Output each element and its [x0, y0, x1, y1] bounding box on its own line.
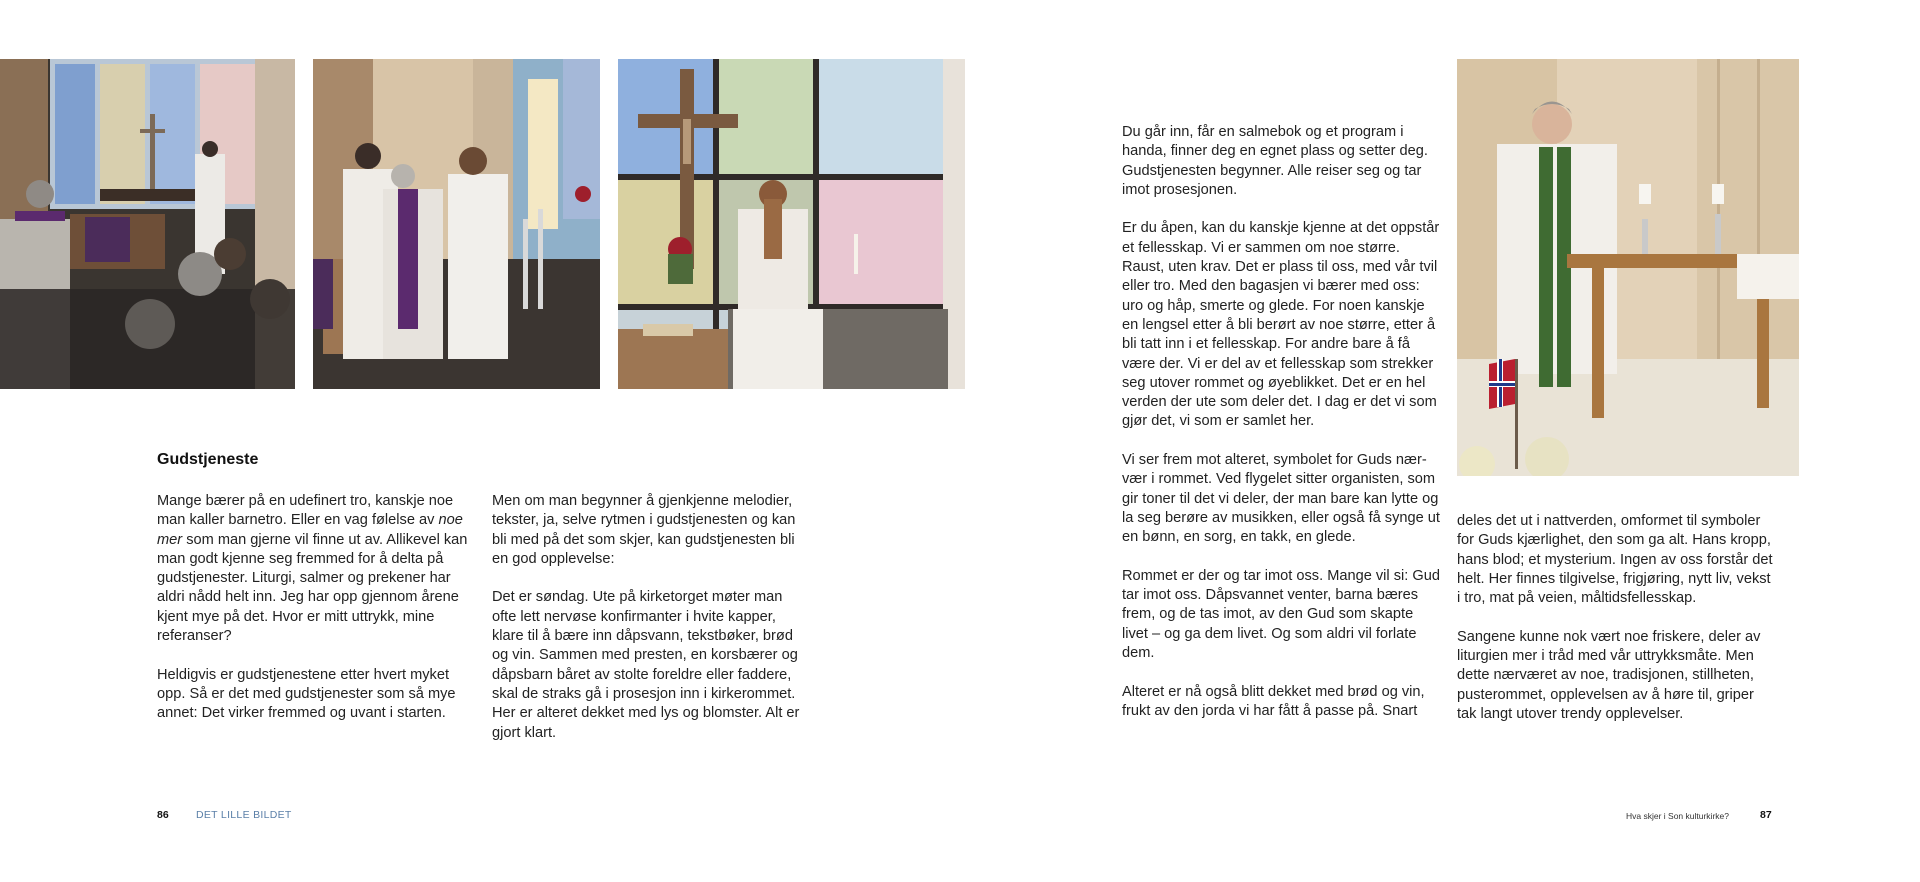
text-column-4: [1457, 512, 1775, 724]
paragraph: Men om man begynner å gjenkjenne melodier, tekster, ja, selve rytmen i gudstjenesten og kan bli med på det som skjer, kan gudstjenesten bli en god opplevelse:: [492, 493, 796, 567]
paragraph: deles det ut i nattverden, omformet til symboler for Guds kjærlighet, den som ga alt. Hans kropp, hans blod; et mysterium. Ingen av oss forstår det helt. Her finnes tilgivelse, frigjøring, nytt liv, vekst i tro, mat på veien, måltidsfellesskap.: [1457, 513, 1773, 607]
text-column-3: [1122, 123, 1440, 721]
section-heading: Gudstjeneste: [157, 451, 259, 468]
running-head-right: Hva skjer i Son kulturkirke?: [1626, 811, 1729, 821]
paragraph: Det er søndag. Ute på kirketorget møter man ofte lett nervøse konfirmanter i hvite kapper, klare til å bære inn dåpsvann, tekstbøker, brød og vin. Sammen med presten, en korsbærer og dåpsbarn båret av stolte foreldre eller faddere, skal de straks gå i prosesjon inn i kirkerommet. Her er alteret dekket med lys og blomster. Alt er gjort klart.: [492, 589, 800, 741]
text-column-1: [157, 492, 475, 724]
text-column-2: [492, 492, 810, 743]
paragraph: Er du åpen, kan du kanskje kjenne at det oppstår et fellesskap. Vi er sammen om noe større. Raust, uten krav. Det er plass til oss, med vår tvil eller tro. Med den bagasjen vi bærer med oss: uro og håp, smerte og glede. For noen kanskje en lengsel etter å bli berørt av noe større, etter å bli tatt inn i et fellesskap. For andre bare å få være der. Vi er del av et fellesskap som strekker seg utover rommet og øyeblikket. Det er en hel verden der ute som deler det. I dag er det vi som gjør det, vi som er samlet her.: [1122, 220, 1440, 430]
paragraph: Du går inn, får en salmebok og et program i handa, finner deg en egnet plass og setter deg. Gudstjenesten begynner. Alle reiser seg og tar imot prosesjonen.: [1122, 124, 1428, 198]
photo-girl-with-candle-and-cross: [618, 59, 965, 389]
photo-priest-with-confirmands: [313, 59, 600, 389]
paragraph: Rommet er der og tar imot oss. Mange vil si: Gud tar imot oss. Dåpsvannet venter, barna bæres frem, og de tas imot, av den Gud som skapte livet – og ga dem livet. Og som aldri vil forlate dem.: [1122, 567, 1440, 662]
paragraph: Heldigvis er gudstjenestene etter hvert myket opp. Så er det med gudstjenester som så mye annet: Det virker fremmed og uvant i starten.: [157, 666, 456, 722]
paragraph: Mange bærer på en udefinert tro, kanskje noe man kaller barnetro. Eller en vag følelse av noe mer som man gjerne vil finne ut av. Allikevel kan man godt kjenne seg fremmed for å delta på gudstjenester. Liturgi, salmer og prekener har aldri nådd helt inn. Jeg har opp gjennom årene kjent mye på det. Hvor er mitt uttrykk, mine referanser?: [157, 493, 468, 645]
page-number-left: 86: [157, 809, 169, 821]
photo-priest-at-altar-table: [1457, 59, 1799, 476]
paragraph: Vi ser frem mot alteret, symbolet for Guds nær-vær i rommet. Ved flygelet sitter organisten, som gir toner til det vi deler, der man bare kan lytte og la seg berøre av musikken, eller også få synge ut en bønn, en sorg, en takk, en glede.: [1122, 452, 1440, 546]
photo-church-interior-altar: [0, 59, 295, 389]
page-number-right: 87: [1760, 809, 1772, 821]
paragraph: Alteret er nå også blitt dekket med brød og vin, frukt av den jorda vi har fått å passe på. Snart: [1122, 683, 1425, 719]
paragraph: Sangene kunne nok vært noe friskere, deler av liturgien mer i tråd med vår uttrykksmåte. Men dette nærværet av noe, tradisjonen, stillheten, pusterommet, opplevelsen av å høre til, griper tak langt utover trendy opplevelser.: [1457, 628, 1761, 722]
running-head-left: DET LILLE BILDET: [196, 809, 292, 821]
